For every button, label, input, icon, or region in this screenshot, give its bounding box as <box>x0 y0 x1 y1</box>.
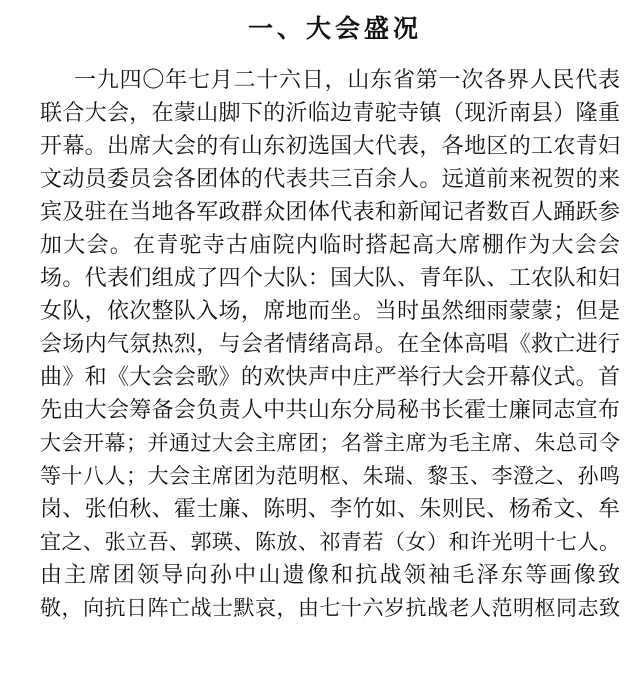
text-line: 场。代表们组成了四个大队：国大队、青年队、工农队和妇 <box>40 266 620 291</box>
text-line: 联合大会，在蒙山脚下的沂临边青驼寺镇（现沂南县）隆重 <box>40 101 620 126</box>
text-line: 加大会。在青驼寺古庙院内临时搭起高大席棚作为大会会 <box>40 233 620 258</box>
text-line: 开幕。出席大会的有山东初选国大代表，各地区的工农青妇 <box>40 134 620 159</box>
text-line: 宾及驻在当地各军政群众团体代表和新闻记者数百人踊跃参 <box>40 200 620 225</box>
section-title: 一、大会盛况 <box>247 14 422 43</box>
text-line: 女队，依次整队入场，席地而坐。当时虽然细雨蒙蒙；但是 <box>40 299 620 324</box>
text-line: 会场内气氛热烈，与会者情绪高昂。在全体高唱《救亡进行 <box>40 332 620 357</box>
text-line: 文动员委员会各团体的代表共三百余人。远道前来祝贺的来 <box>40 167 620 192</box>
body-text <box>40 64 620 625</box>
text-line: 一九四〇年七月二十六日，山东省第一次各界人民代表 <box>74 68 620 93</box>
text-line: 曲》和《大会会歌》的欢快声中庄严举行大会开幕仪式。首 <box>40 365 620 390</box>
text-line: 岗、张伯秋、霍士廉、陈明、李竹如、朱则民、杨希文、牟 <box>40 497 620 522</box>
text-line: 先由大会筹备会负责人中共山东分局秘书长霍士廉同志宣布 <box>40 398 620 423</box>
text-line: 由主席团领导向孙中山遗像和抗战领袖毛泽东等画像致 <box>40 563 620 588</box>
text-line: 大会开幕；并通过大会主席团；名誉主席为毛主席、朱总司令 <box>40 431 620 455</box>
text-line: 宜之、张立吾、郭瑛、陈放、祁青若（女）和许光明十七人。 <box>40 530 620 554</box>
text-line: 等十八人；大会主席团为范明枢、朱瑞、黎玉、李澄之、孙鸣 <box>40 464 620 488</box>
text-line: 敬，向抗日阵亡战士默哀，由七十六岁抗战老人范明枢同志致 <box>40 596 620 620</box>
